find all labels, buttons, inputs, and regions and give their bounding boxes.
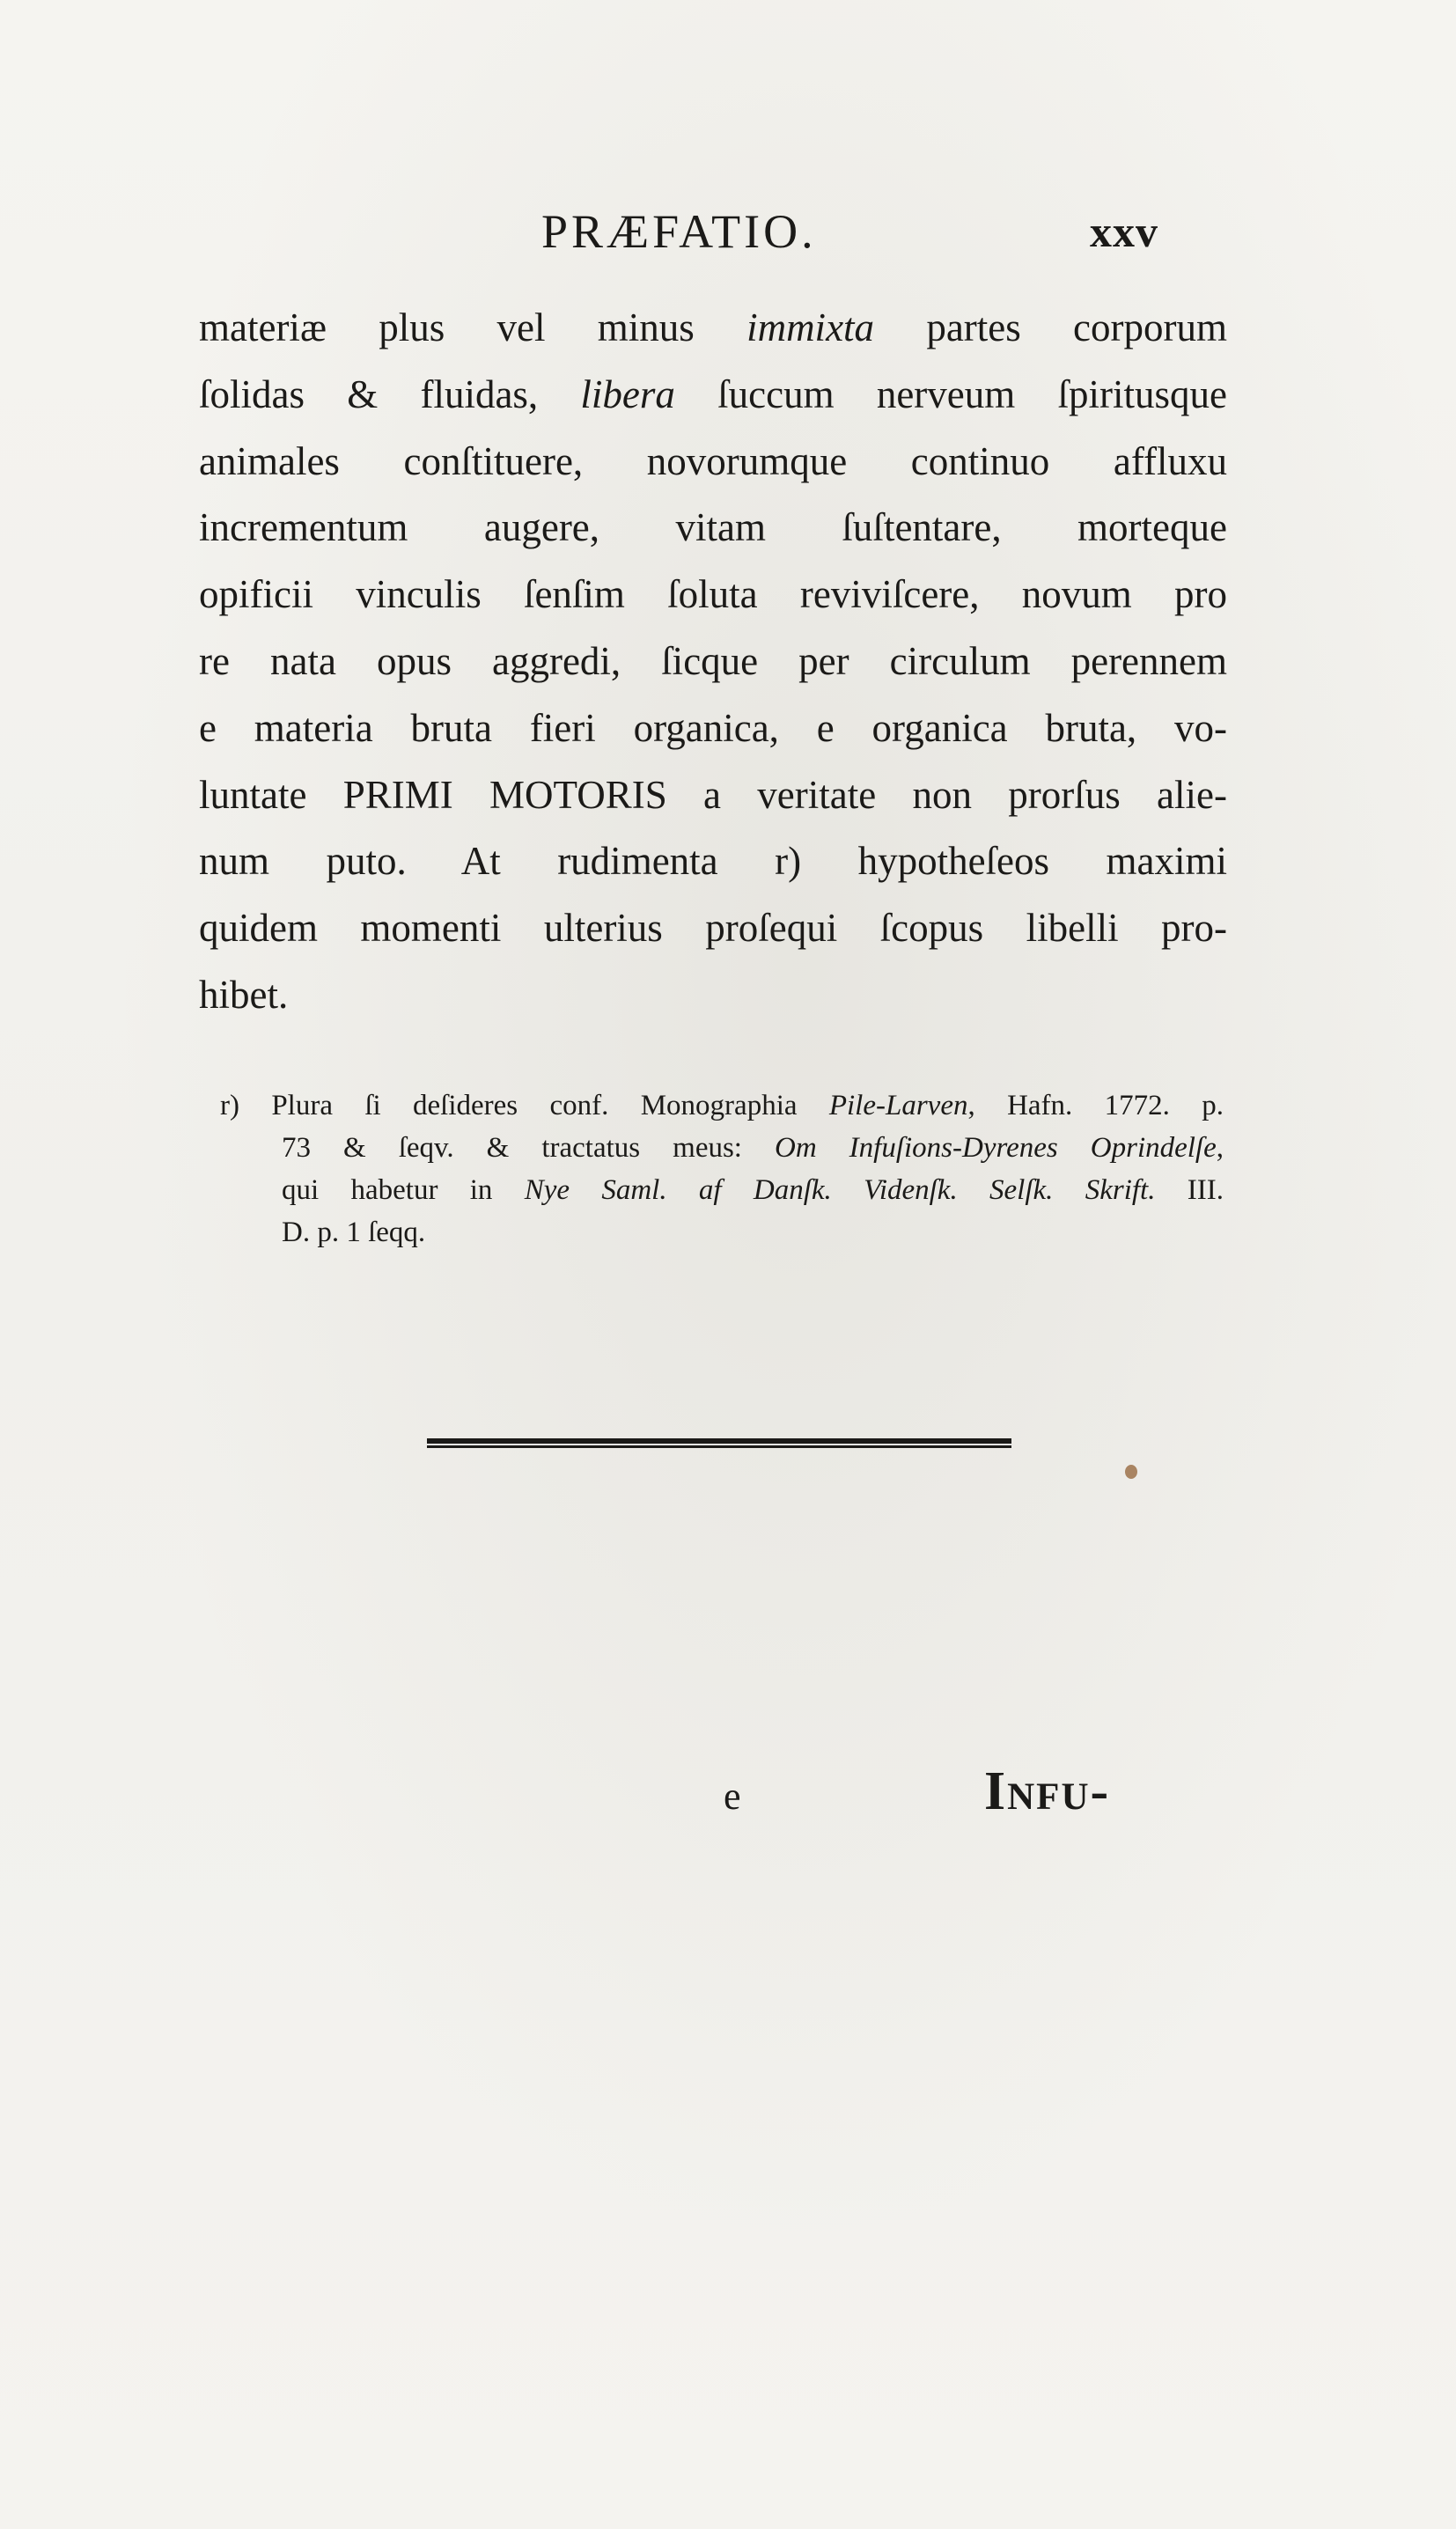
text-line: animales conſtituere, novorumque continuo affluxu bbox=[199, 438, 1227, 483]
footnote-line: qui habetur in Nye Saml. af Danſk. Videnſk. Selſk. Skrift. III. bbox=[282, 1174, 1224, 1206]
running-title: PRÆFATIO. bbox=[541, 205, 817, 258]
main-text bbox=[199, 295, 1227, 1029]
signature-mark: e bbox=[724, 1775, 741, 1818]
section-rule bbox=[427, 1438, 1011, 1448]
text-line: hibet. bbox=[199, 972, 289, 1017]
catchword: Infu- bbox=[984, 1761, 1111, 1821]
footnote bbox=[220, 1084, 1224, 1253]
text-line: luntate PRIMI MOTORIS a veritate non prorſus alie- bbox=[199, 772, 1227, 817]
text-line: num puto. At rudimenta r) hypotheſeos maximi bbox=[199, 839, 1227, 884]
text-line: e materia bruta fieri organica, e organica bruta, vo- bbox=[199, 705, 1227, 750]
text-line: incrementum augere, vitam ſuſtentare, morteque bbox=[199, 505, 1227, 550]
text-line: re nata opus aggredi, ſicque per circulum perennem bbox=[199, 638, 1227, 683]
page-number: xxv bbox=[1090, 207, 1158, 256]
running-head bbox=[0, 201, 1456, 262]
footnote-line: D. p. 1 ſeqq. bbox=[282, 1217, 426, 1248]
text-line: materiæ plus vel minus immixta partes corporum bbox=[199, 305, 1227, 349]
text-line: quidem momenti ulterius proſequi ſcopus libelli pro- bbox=[199, 906, 1227, 951]
footnote-line: 73 & ſeqv. & tractatus meus: Om Infuſions-Dyrenes Oprindelſe, bbox=[282, 1132, 1224, 1164]
text-line: ſolidas & fluidas, libera ſuccum nerveum ſpiritusque bbox=[199, 371, 1227, 416]
paper-stain bbox=[1125, 1465, 1137, 1479]
text-line: opificii vinculis ſenſim ſoluta reviviſcere, novum pro bbox=[199, 572, 1227, 617]
footnote-line: r) Plura ſi deſideres conf. Monographia Pile-Larven, Hafn. 1772. p. bbox=[220, 1090, 1224, 1121]
